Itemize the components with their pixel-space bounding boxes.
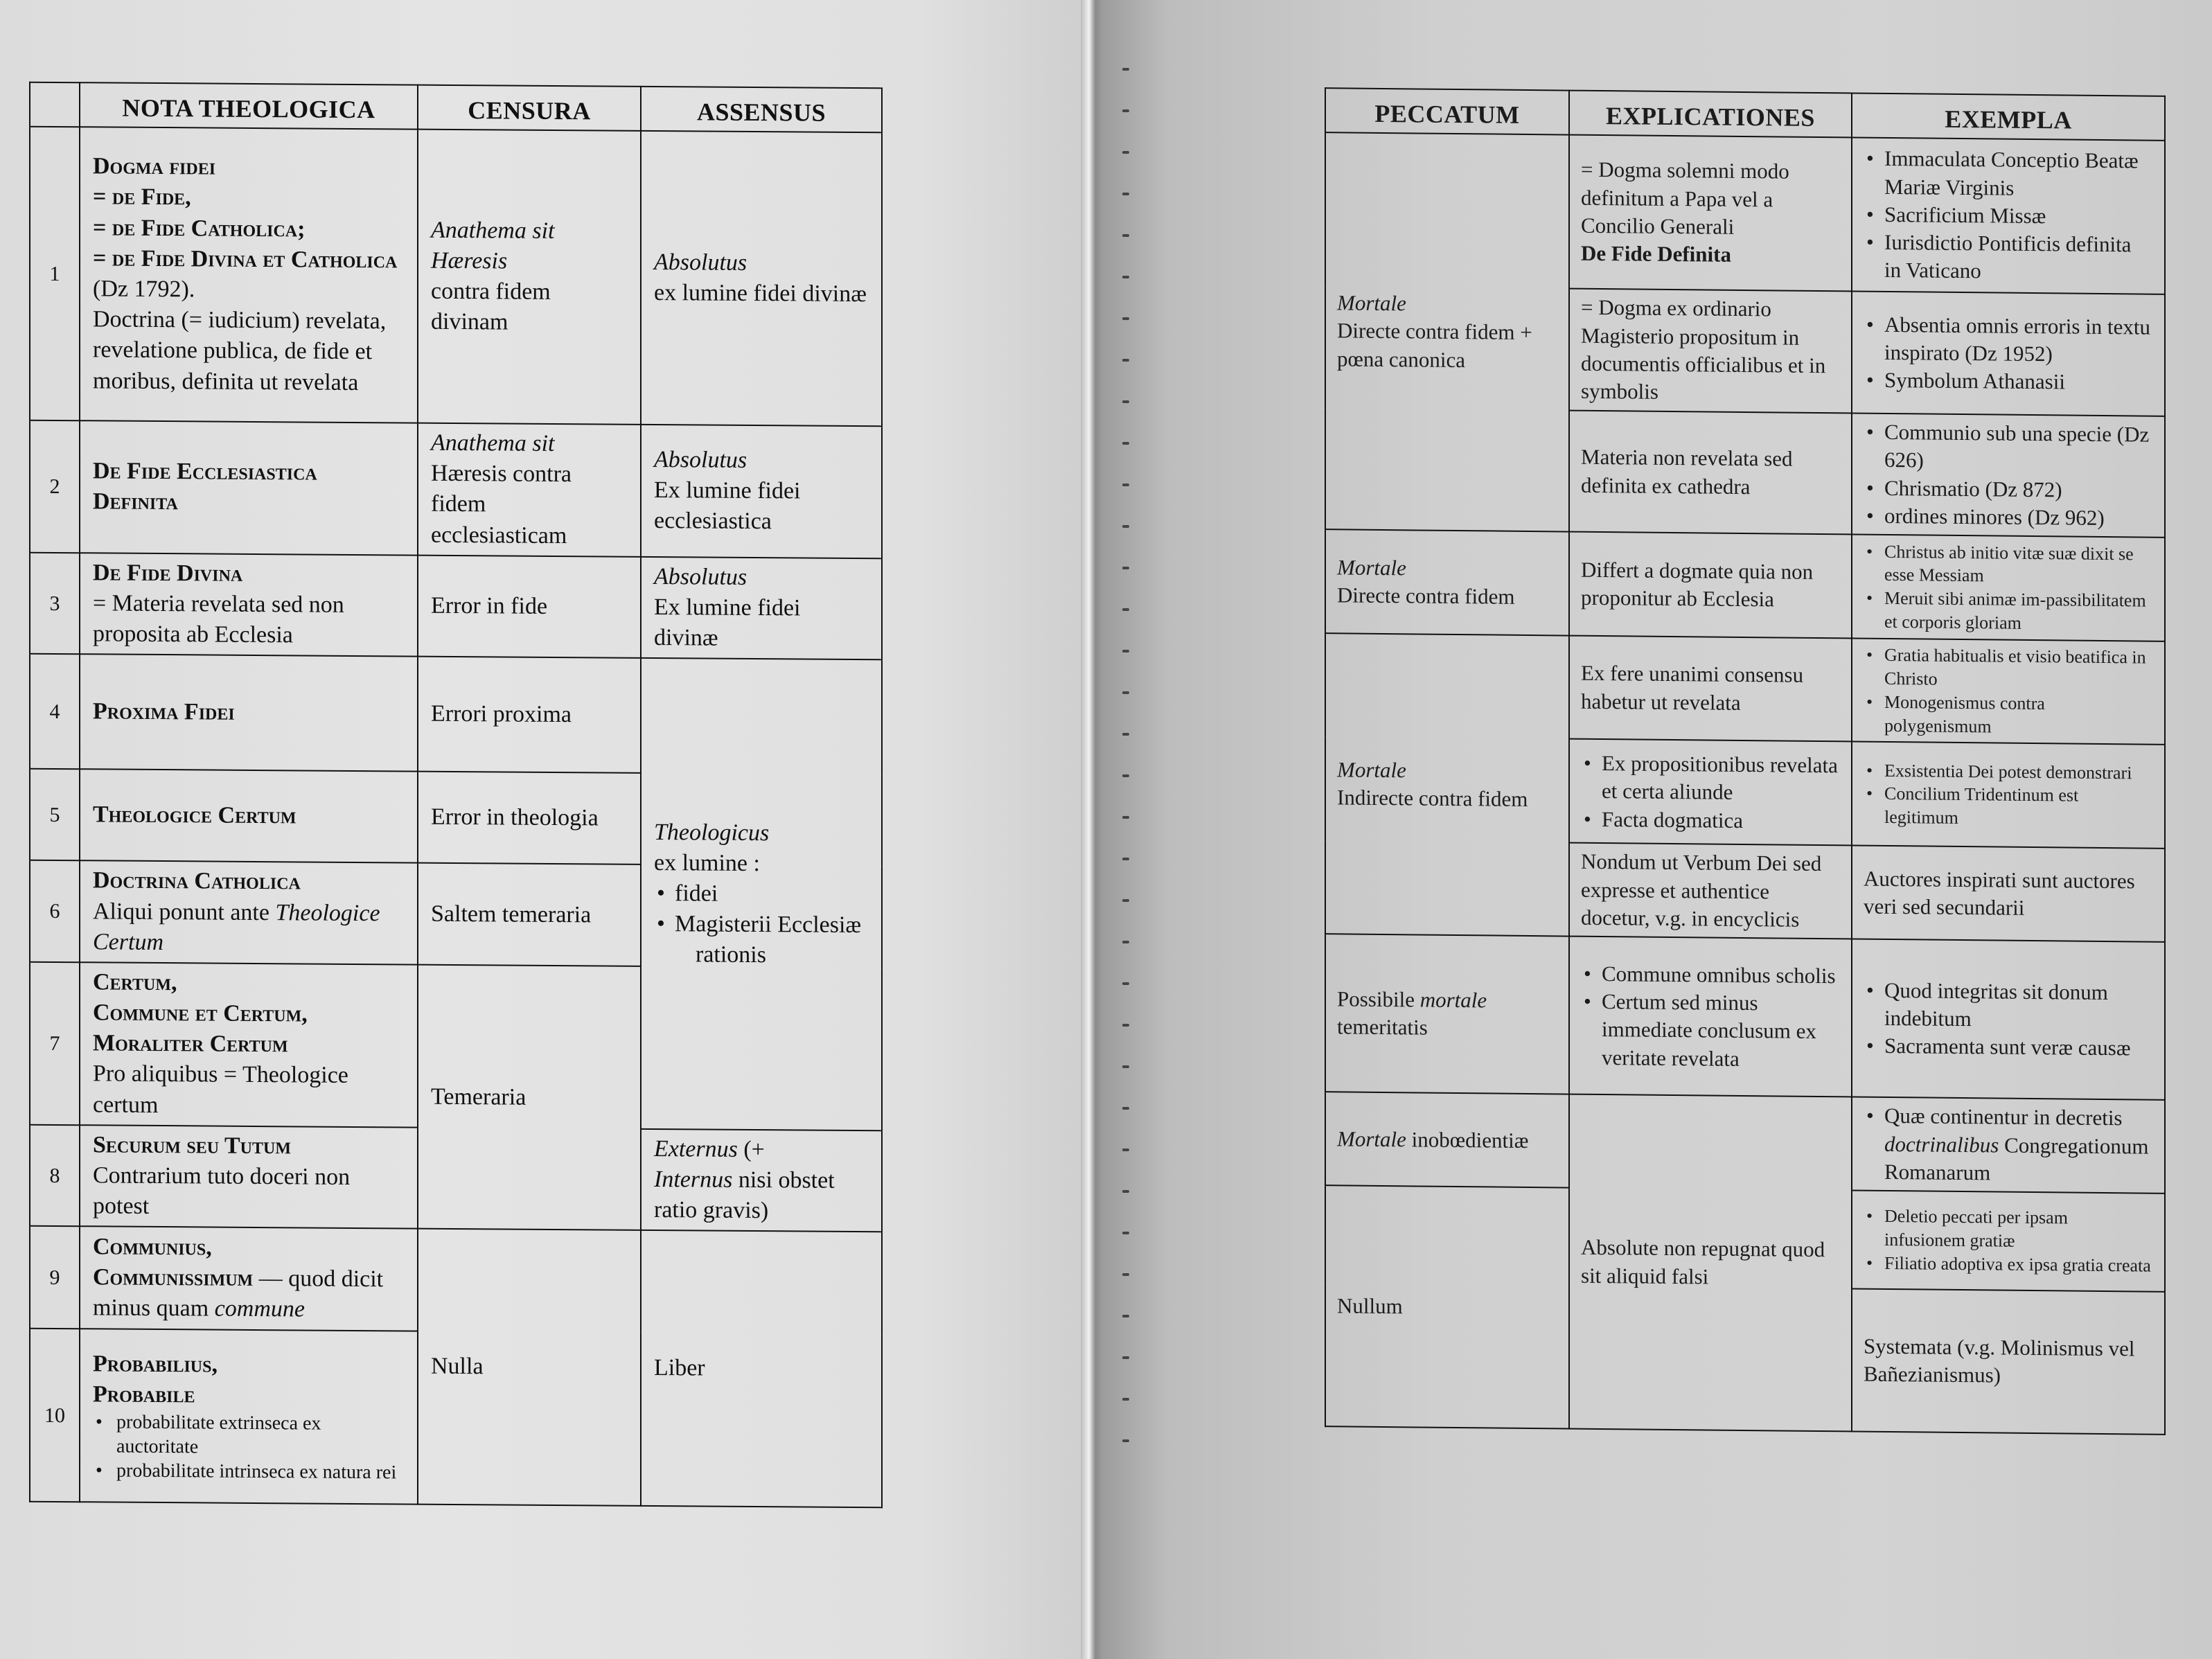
- assensus-text: ex lumine :: [654, 849, 760, 876]
- nota-title: Doctrina Catholica: [93, 867, 301, 895]
- exempla-text: Systemata (v.g. Molinismus vel Bañezianismus): [1852, 1289, 2165, 1435]
- exempla-cell: [1852, 535, 2165, 641]
- header-peccatum: PECCATUM: [1325, 88, 1569, 134]
- peccatum-text: inobœdientiæ: [1411, 1126, 1529, 1153]
- assensus-italic: Absolutus: [654, 447, 747, 474]
- list-item: • Sacrificium Missæ: [1864, 200, 2153, 231]
- exempla-cell: [1852, 1191, 2165, 1292]
- nota-title: Communius,: [93, 1234, 212, 1261]
- exempla-cell: [1852, 137, 2165, 294]
- nota-title: Probabile: [93, 1381, 195, 1408]
- exempla-list: [1864, 310, 2153, 397]
- nota-description: = Materia revelata sed non proposita ab Ecclesia: [93, 590, 344, 648]
- list-item: • Facta dogmatica: [1581, 805, 1840, 835]
- nota-title: De Fide Ecclesiastica Definita: [80, 420, 418, 555]
- list-item: • Certum sed minus immediate conclusum ex veritate revelata: [1581, 988, 1840, 1074]
- nota-title: = de Fide Catholica;: [93, 214, 306, 242]
- censura-italic: Anathema sit: [431, 217, 555, 244]
- header-explicationes: EXPLICATIONES: [1569, 91, 1852, 138]
- explicatio-list: [1581, 959, 1840, 1074]
- table-row: [30, 127, 882, 427]
- peccatum-cell: [1325, 132, 1569, 532]
- nota-title: Moraliter Certum: [93, 1030, 288, 1058]
- explicatio-list: [1581, 749, 1840, 835]
- nota-title: De Fide Divina: [93, 560, 243, 587]
- assensus-text: Ex lumine fidei divinæ: [654, 594, 801, 651]
- list-item: • Absentia omnis erroris in textu inspirato (Dz 1952): [1864, 310, 2153, 369]
- assensus-text: Ex lumine fidei ecclesiastica: [654, 477, 801, 535]
- assensus-italic: Externus: [654, 1135, 738, 1162]
- peccatum-cell: [1325, 1092, 1569, 1187]
- explicatio-text: Nondum ut Verbum Dei sed expresse et authentice docetur, v.g. in encyclicis: [1569, 843, 1852, 939]
- explicatio-text: Materia non revelata sed definita ex cathedra: [1569, 411, 1852, 535]
- table-row: [30, 654, 882, 775]
- exempla-cell: [1852, 742, 2165, 849]
- list-item: • Ex propositionibus revelata et certa aliunde: [1581, 749, 1840, 808]
- list-item: • ordines minores (Dz 962): [1864, 502, 2153, 533]
- censura-text: Error in theologia: [418, 772, 641, 864]
- row-number: 7: [30, 962, 80, 1125]
- nota-title: Probabilius,: [93, 1351, 218, 1378]
- nota-description: — quod dicit minus quam: [93, 1266, 384, 1322]
- nota-description: Doctrina (= iudicium) revelata, revelatione publica, de fide et moribus, definita ut revelata: [93, 306, 387, 396]
- exempla-cell: [1852, 939, 2165, 1100]
- nota-title: Proxima Fidei: [80, 655, 418, 772]
- peccatum-table: [1325, 87, 2166, 1435]
- exempla-list: [1864, 976, 2153, 1063]
- table-row: [30, 1226, 882, 1335]
- censura-text: Hæresis contra fidem ecclesiasticam: [431, 460, 572, 549]
- censura-text: Error in fide: [418, 555, 641, 658]
- table-row: [1325, 132, 2165, 294]
- censura-text: Temeraria: [418, 964, 641, 1230]
- assensus-text: Liber: [641, 1230, 882, 1507]
- peccatum-italic: Mortale: [1337, 1126, 1406, 1151]
- nota-cell: [80, 861, 418, 965]
- censura-text: Nulla: [418, 1229, 641, 1506]
- peccatum-cell: [1325, 633, 1569, 936]
- list-item: • Deletio peccati per ipsam infusionem gratiæ: [1864, 1205, 2153, 1254]
- table-row: [30, 420, 882, 558]
- peccatum-cell: [1325, 934, 1569, 1094]
- peccatum-text: Directe contra fidem + pœna canonica: [1337, 318, 1532, 372]
- row-number: 1: [30, 127, 80, 421]
- peccatum-italic: Mortale: [1337, 290, 1406, 316]
- header-censura: CENSURA: [418, 85, 641, 131]
- exempla-text: Congregationum Romanarum: [1884, 1133, 2149, 1185]
- exempla-cell: [1852, 1097, 2165, 1194]
- nota-cell: [80, 962, 418, 1127]
- censura-text: Saltem temeraria: [418, 863, 641, 966]
- nota-title: Securum seu Tutum: [93, 1132, 291, 1160]
- explicatio-cell: [1569, 937, 1852, 1097]
- exempla-cell: [1852, 639, 2165, 745]
- assensus-italic: Absolutus: [654, 249, 747, 276]
- censura-cell: [418, 423, 641, 557]
- exempla-list: [1864, 1205, 2153, 1277]
- peccatum-text: temeritatis: [1337, 1014, 1428, 1040]
- list-item: • Communio sub una specie (Dz 626): [1864, 418, 2153, 477]
- nota-title: Communissimum: [93, 1264, 254, 1292]
- explicatio-text: Ex fere unanimi consensu habetur ut revelata: [1569, 636, 1852, 742]
- peccatum-text: Directe contra fidem: [1337, 583, 1515, 609]
- exempla-italic: doctrinalibus: [1884, 1131, 1999, 1157]
- censura-italic: Hæresis: [431, 247, 508, 274]
- header-nota-theologica: NOTA THEOLOGICA: [80, 82, 418, 129]
- exempla-text: Quæ continentur in decretis: [1884, 1103, 2123, 1130]
- nota-description: Pro aliquibus = Theologice certum: [93, 1061, 348, 1118]
- row-number: 4: [30, 654, 80, 770]
- row-number: 2: [30, 420, 80, 553]
- explicatio-cell: [1569, 135, 1852, 292]
- list-item: • Monogenismus contra polygenismum: [1864, 690, 2153, 740]
- exempla-cell: [1852, 291, 2165, 416]
- nota-cell: [80, 1125, 418, 1229]
- assensus-italic: Absolutus: [654, 563, 747, 590]
- peccatum-text: Possibile: [1337, 986, 1415, 1012]
- nota-title: = de Fide Divina et Catholica: [93, 245, 398, 274]
- nota-list: [93, 1410, 405, 1484]
- row-number: 8: [30, 1125, 80, 1227]
- list-item: • probabilitate extrinseca ex auctoritate: [93, 1410, 405, 1460]
- table-row: [30, 552, 882, 659]
- assensus-italic: Theologicus: [654, 819, 770, 846]
- nota-cell: [80, 553, 418, 657]
- assensus-cell: [641, 557, 882, 660]
- list-item: • Commune omnibus scholis: [1581, 959, 1840, 990]
- table-row: [1325, 934, 2165, 1100]
- censura-text: Errori proxima: [418, 657, 641, 773]
- explicatio-text: = Dogma ex ordinario Magisterio propositum in documentis officialibus et in symbolis: [1569, 289, 1852, 414]
- peccatum-cell: [1325, 529, 1569, 635]
- book-gutter: [1081, 0, 1101, 1659]
- peccatum-italic: Mortale: [1337, 555, 1406, 580]
- nota-cell: [80, 1227, 418, 1331]
- peccatum-italic: Mortale: [1337, 757, 1406, 783]
- nota-description: Aliqui ponunt ante: [93, 898, 269, 925]
- explicatio-text: Absolute non repugnat quod sit aliquid falsi: [1569, 1094, 1852, 1432]
- censura-italic: Anathema sit: [431, 429, 555, 456]
- exempla-list: [1864, 1102, 2153, 1189]
- censura-cell: [418, 130, 641, 425]
- explicatio-bold: De Fide Definita: [1581, 241, 1731, 267]
- nota-cell: [80, 1329, 418, 1505]
- list-item: • Christus ab initio vitæ suæ dixit se esse Messiam: [1864, 540, 2153, 589]
- row-number: 3: [30, 552, 80, 654]
- list-item: • Sacramenta sunt veræ causæ: [1864, 1032, 2153, 1063]
- header-row: [1325, 88, 2165, 141]
- assensus-text: rationis: [696, 941, 766, 968]
- explicatio-cell: [1569, 739, 1852, 846]
- explicatio-text: = Dogma solemni modo definitum a Papa vel a Concilio Generali: [1581, 157, 1789, 239]
- peccatum-italic: mortale: [1419, 987, 1487, 1013]
- row-number: 5: [30, 769, 80, 861]
- header-number: [30, 82, 80, 127]
- list-item: • Magisterii Ecclesiæ: [654, 909, 869, 941]
- list-item: [1864, 1102, 2153, 1189]
- exempla-cell: [1852, 413, 2165, 538]
- nota-title: = de Fide,: [93, 184, 191, 211]
- list-item: • fidei: [654, 878, 869, 910]
- nota-italic: commune: [214, 1296, 305, 1322]
- exempla-list: [1864, 758, 2153, 831]
- row-number: 10: [30, 1329, 80, 1502]
- nota-title: Theologice Certum: [80, 770, 418, 863]
- peccatum-text: Nullum: [1325, 1185, 1569, 1428]
- peccatum-text: Indirecte contra fidem: [1337, 785, 1528, 812]
- list-item: • Chrismatio (Dz 872): [1864, 474, 2153, 504]
- row-number: 6: [30, 860, 80, 962]
- assensus-text: nisi obstet ratio gravis): [654, 1166, 835, 1224]
- table-row: [1325, 1092, 2165, 1194]
- list-item: • Gratia habitualis et visio beatifica in Christo: [1864, 644, 2153, 693]
- nota-title: Certum,: [93, 969, 177, 996]
- list-item: • Filiatio adoptiva ex ipsa gratia creata: [1864, 1252, 2153, 1278]
- header-assensus: ASSENSUS: [641, 87, 882, 132]
- list-item: • Concilium Tridentinum est legitimum: [1864, 782, 2153, 832]
- table-row: [1325, 633, 2165, 745]
- exempla-list: [1864, 540, 2153, 636]
- list-item: • Symbolum Athanasii: [1864, 366, 2153, 397]
- table-row: [1325, 529, 2165, 641]
- list-item: • Exsistentia Dei potest demonstrari: [1864, 758, 2153, 785]
- exempla-list: [1864, 644, 2153, 740]
- nota-description: Contrarium tuto doceri non potest: [93, 1162, 351, 1220]
- assensus-text: ex lumine fidei divinæ: [654, 279, 867, 308]
- nota-title: Commune et Certum,: [93, 1000, 308, 1027]
- nota-theologica-table: [29, 82, 883, 1509]
- list-item: • Quod integritas sit donum indebitum: [1864, 976, 2153, 1035]
- list-item: • probabilitate intrinseca ex natura rei: [93, 1458, 405, 1484]
- exempla-list: [1864, 145, 2153, 287]
- assensus-italic: Internus: [654, 1166, 733, 1193]
- assensus-cell: [641, 131, 882, 426]
- assensus-cell: [641, 425, 882, 558]
- assensus-list: [654, 878, 869, 941]
- nota-italic: Theologice Certum: [93, 899, 380, 955]
- nota-title: Dogma fidei: [93, 153, 216, 180]
- exempla-list: [1864, 418, 2153, 533]
- exempla-text: Auctores inspirati sunt auctores veri sed secundarii: [1852, 846, 2165, 942]
- nota-reference: (Dz 1792).: [93, 276, 195, 303]
- row-number: 9: [30, 1226, 80, 1329]
- list-item: • Iurisdictio Pontificis definita in Vaticano: [1864, 229, 2153, 287]
- explicatio-text: Differt a dogmate quia non proponitur ab Ecclesia: [1569, 532, 1852, 639]
- censura-text: contra fidem divinam: [431, 278, 551, 335]
- assensus-text: (+: [743, 1136, 765, 1162]
- assensus-cell: [641, 658, 882, 1130]
- header-row: [30, 82, 882, 133]
- header-exempla: EXEMPLA: [1852, 93, 2165, 140]
- list-item: • Meruit sibi animæ im-passibilitatem et corporis gloriam: [1864, 587, 2153, 637]
- assensus-cell: [641, 1129, 882, 1232]
- nota-cell: [80, 127, 418, 423]
- list-item: • Immaculata Conceptio Beatæ Mariæ Virginis: [1864, 145, 2153, 204]
